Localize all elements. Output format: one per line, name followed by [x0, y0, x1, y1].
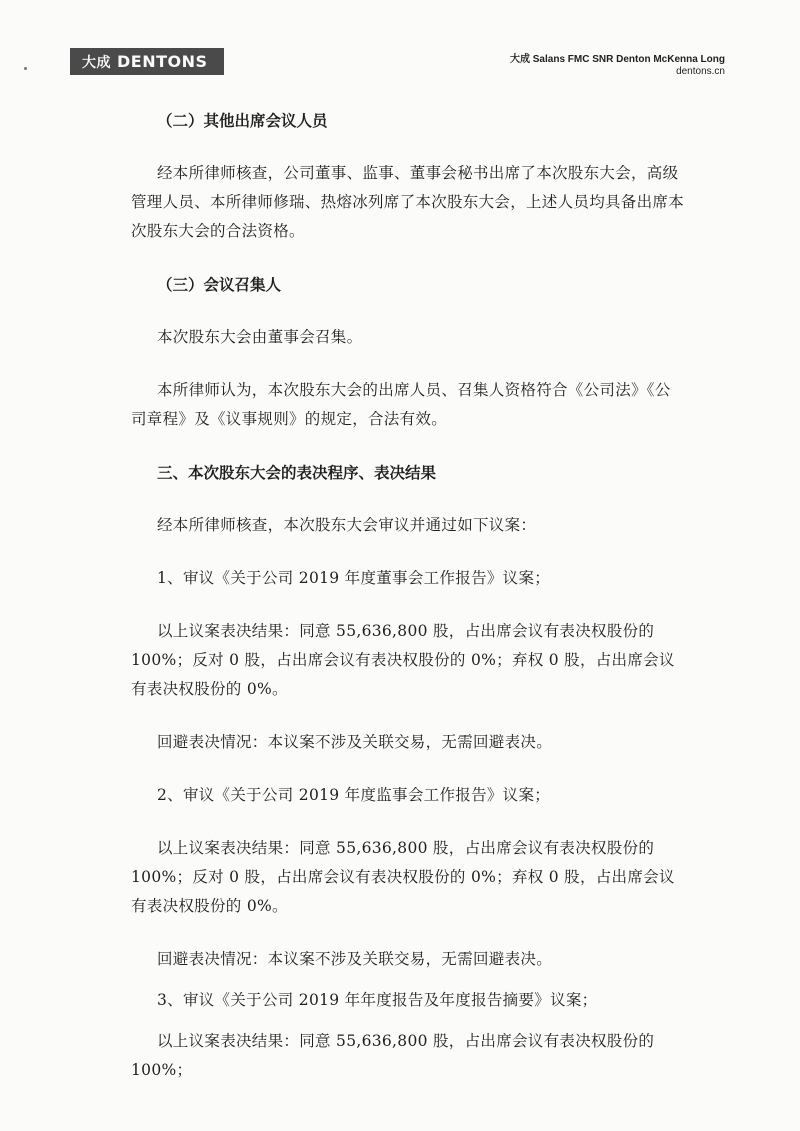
paragraph-review: 经本所律师核查，本次股东大会审议并通过如下议案：	[157, 516, 537, 534]
motion-item-1: 1、审议《关于公司 2019 年度董事会工作报告》议案；	[157, 569, 551, 587]
paragraph-convener: 本次股东大会由董事会召集。	[157, 328, 363, 346]
paragraph-attendees: 经本所律师核查，公司董事、监事、董事会秘书出席了本次股东大会，高级管理人员、本所律师修瑞、热熔冰列席了本次股东大会，上述人员均具备出席本次股东大会的合法资格。	[131, 164, 685, 240]
header-site: dentons.cn	[676, 66, 725, 77]
header-firm-line: 大成 Salans FMC SNR Denton McKenna Long	[509, 54, 725, 65]
document-content	[131, 106, 685, 1085]
scan-dot	[24, 67, 27, 70]
logo-english-text: DENTONS	[117, 52, 208, 71]
header-firm-block	[510, 54, 725, 78]
avoidance-note-2: 回避表决情况：本议案不涉及关联交易，无需回避表决。	[157, 950, 553, 968]
dentons-logo	[70, 48, 224, 75]
vote-result-3: 以上议案表决结果：同意 55,636,800 股，占出席会议有表决权股份的 100%；	[131, 1032, 655, 1079]
section-heading-voting: 三、本次股东大会的表决程序、表决结果	[157, 463, 437, 482]
motion-item-2: 2、审议《关于公司 2019 年度监事会工作报告》议案；	[157, 786, 551, 804]
section-heading-attendees: （二）其他出席会议人员	[157, 111, 328, 130]
logo-chinese-text: 大成	[82, 54, 111, 71]
motion-item-3: 3、审议《关于公司 2019 年年度报告及年度报告摘要》议案；	[157, 991, 598, 1009]
paragraph-legality: 本所律师认为，本次股东大会的出席人员、召集人资格符合《公司法》《公司章程》及《议事规则》的规定，合法有效。	[131, 381, 671, 428]
vote-result-1: 以上议案表决结果：同意 55,636,800 股，占出席会议有表决权股份的 100%；反对 0 股，占出席会议有表决权股份的 0%；弃权 0 股，占出席会议有表决权股份的 0%。	[131, 622, 675, 698]
avoidance-note-1: 回避表决情况：本议案不涉及关联交易，无需回避表决。	[157, 733, 553, 751]
section-heading-convener: （三）会议召集人	[157, 275, 282, 294]
vote-result-2: 以上议案表决结果：同意 55,636,800 股，占出席会议有表决权股份的 100%；反对 0 股，占出席会议有表决权股份的 0%；弃权 0 股，占出席会议有表决权股份的 0%。	[131, 839, 675, 915]
